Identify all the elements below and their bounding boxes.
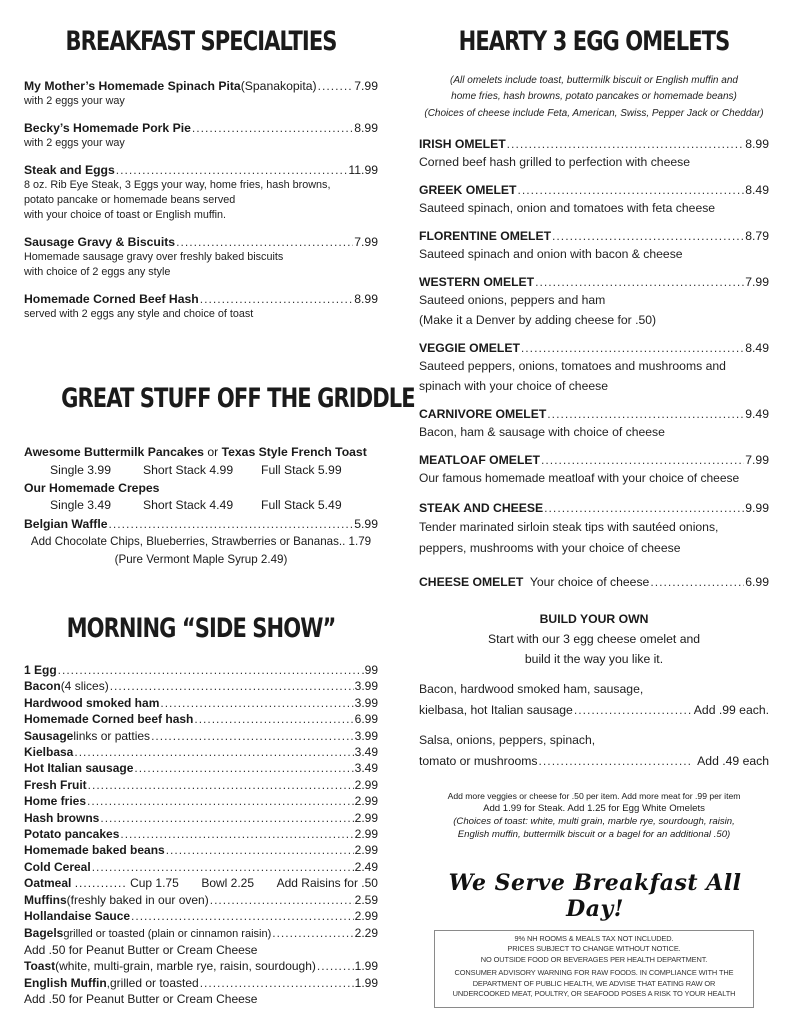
leader-dots — [160, 695, 353, 711]
list-item — [24, 662, 378, 678]
veg-addons-line: Salsa, onions, peppers, spinach, — [419, 733, 596, 747]
menu-item — [419, 274, 769, 330]
leader-dots — [521, 340, 744, 356]
side-show-section — [24, 662, 378, 1008]
leader-dots — [574, 700, 693, 721]
item-price: 3.49 — [354, 761, 378, 776]
list-item — [24, 744, 378, 760]
item-price: 3.99 — [354, 728, 378, 743]
notice-line: CONSUMER ADVISORY WARNING FOR RAW FOODS. IN COMPLIANCE WITH THE — [454, 968, 734, 978]
leader-dots — [541, 452, 744, 468]
muffin-note: Add .50 for Peanut Butter or Cream Cheese — [24, 992, 258, 1007]
build-your-own-section — [419, 610, 769, 772]
item-name: Hot Italian sausage — [24, 761, 134, 776]
griddle-section — [24, 444, 378, 569]
item-price: 3.49 — [354, 745, 378, 760]
leader-dots — [544, 500, 744, 516]
leader-dots — [87, 793, 354, 809]
item-price: 2.99 — [354, 810, 378, 825]
item-name: FLORENTINE OMELET — [419, 229, 552, 243]
item-price: 7.99 — [354, 79, 378, 93]
item-name: Hash browns — [24, 810, 100, 825]
leader-dots — [272, 925, 353, 941]
veg-addons-text: tomato or mushrooms — [419, 754, 538, 768]
item-price: 8.99 — [354, 121, 378, 135]
item-extra: (white, multi-grain, marble rye, raisin, sourdough) — [55, 959, 316, 974]
item-name: Awesome Buttermilk Pancakes — [24, 445, 204, 459]
item-description: Sauteed spinach, onion and tomatoes with feta cheese — [419, 201, 716, 215]
item-name: English Muffin — [24, 975, 107, 990]
item-description: spinach with your choice of cheese — [419, 379, 609, 393]
item-extra: (Spanakopita) — [240, 79, 317, 93]
item-extra: links or patties — [73, 728, 151, 743]
notice-line: 9% NH ROOMS & MEALS TAX NOT INCLUDED. — [514, 934, 674, 943]
meat-addons-price-line — [419, 700, 769, 721]
size-price: Full Stack 5.99 — [261, 462, 342, 477]
toast-choices-note: English muffin, buttermilk biscuit or a bagel for an additional .50) — [457, 829, 731, 840]
item-description: Our famous homemade meatloaf with your choice of cheese — [419, 471, 740, 485]
list-item — [24, 760, 378, 776]
leader-dots — [166, 842, 354, 858]
heading-griddle: GREAT STUFF OFF THE GRIDDLE — [61, 383, 415, 414]
item-extra: grilled or toasted (plain or cinnamon raisin) — [63, 927, 272, 940]
list-item — [24, 842, 378, 858]
item-price: 5.99 — [354, 517, 378, 532]
cheese-choices-note: (Choices of cheese include Feta, American, Swiss, Pepper Jack or Cheddar) — [424, 108, 764, 119]
menu-item — [419, 340, 769, 396]
list-item — [24, 958, 378, 974]
item-price: 2.99 — [354, 843, 378, 858]
item-name: Sausage — [24, 728, 74, 743]
veg-addons-price: Add .49 each — [694, 754, 769, 768]
leader-dots — [192, 120, 353, 136]
list-item — [24, 892, 378, 908]
list-item — [24, 678, 378, 694]
waffle-line — [24, 515, 378, 533]
item-name: WESTERN OMELET — [419, 275, 535, 289]
heading-omelets: HEARTY 3 EGG OMELETS — [458, 26, 730, 57]
item-price: 1.99 — [354, 959, 378, 974]
leader-dots — [100, 810, 353, 826]
item-price: 9.49 — [745, 407, 769, 421]
bowl-price: Bowl 2.25 — [201, 876, 255, 891]
item-description: potato pancake or homemade beans served — [24, 194, 236, 206]
addons-line: Add Chocolate Chips, Blueberries, Strawberries or Bananas.. 1.79 — [30, 535, 372, 549]
leader-dots — [88, 777, 354, 793]
pancake-sizes — [24, 462, 378, 480]
item-extra: ,grilled or toasted — [106, 975, 199, 990]
item-name: Homemade baked beans — [24, 843, 165, 858]
extras-notes — [419, 790, 769, 841]
toast-choices-note: (Choices of toast: white, multi grain, marble rye, sourdough, raisin, — [453, 816, 735, 827]
size-price: Short Stack 4.49 — [143, 498, 234, 513]
item-description: with 2 eggs your way — [24, 95, 125, 107]
crepe-sizes — [24, 497, 378, 515]
item-price: 8.49 — [745, 341, 769, 355]
menu-item — [419, 182, 769, 218]
item-name: Homemade Corned Beef Hash — [24, 292, 199, 306]
list-item — [24, 793, 378, 809]
item-name: VEGGIE OMELET — [419, 341, 520, 355]
veg-addons-price-line — [419, 751, 769, 772]
item-name: Hollandaise Sauce — [24, 909, 131, 924]
item-name: Belgian Waffle — [24, 517, 108, 532]
menu-item — [419, 574, 769, 590]
item-description: Corned beef hash grilled to perfection with cheese — [419, 155, 690, 169]
leader-dots — [535, 274, 744, 290]
notice-box — [434, 930, 754, 1008]
item-name: Hardwood smoked ham — [24, 695, 160, 710]
item-price: .99 — [361, 663, 378, 677]
item-name: Sausage Gravy & Biscuits — [24, 235, 176, 249]
item-price: 2.99 — [354, 777, 378, 792]
pancakes-line — [24, 444, 378, 462]
item-name: STEAK AND CHEESE — [419, 501, 544, 515]
size-price: Single 3.49 — [50, 498, 111, 513]
bagel-note: Add .50 for Peanut Butter or Cream Cheese — [24, 942, 258, 957]
build-your-own-line: Start with our 3 egg cheese omelet and — [487, 632, 701, 646]
menu-item — [24, 291, 378, 322]
item-price: 2.99 — [354, 827, 378, 842]
size-price: Single 3.99 — [50, 462, 111, 477]
item-name: Potato pancakes — [24, 827, 120, 842]
item-price: 3.99 — [354, 695, 378, 710]
item-price: 2.49 — [354, 859, 378, 874]
item-extra: Your choice of cheese — [523, 575, 650, 589]
item-description: Sauteed onions, peppers and ham — [419, 293, 606, 307]
heading-breakfast-specialties: BREAKFAST SPECIALTIES — [65, 26, 337, 57]
leader-dots — [120, 826, 353, 842]
item-name: GREEK OMELET — [419, 183, 517, 197]
cup-price: Cup 1.75 — [130, 876, 179, 891]
list-item — [24, 859, 378, 875]
omelet-notes — [419, 73, 769, 123]
meat-addons-line: Bacon, hardwood smoked ham, sausage, — [419, 682, 644, 696]
build-your-own-line: build it the way you like it. — [524, 652, 664, 666]
meat-addons-text: kielbasa, hot Italian sausage — [419, 703, 573, 717]
item-name: Oatmeal — [24, 876, 72, 891]
or-text: or — [203, 445, 222, 459]
item-name: Homemade Corned beef hash — [24, 712, 194, 727]
notice-line: NO OUTSIDE FOOD OR BEVERAGES PER HEALTH DEPARTMENT. — [480, 954, 708, 964]
menu-item — [419, 452, 769, 488]
leader-dots — [109, 515, 354, 533]
leader-dots — [74, 744, 353, 760]
item-price: 8.99 — [745, 137, 769, 151]
item-description: (Make it a Denver by adding cheese for .50) — [419, 313, 657, 327]
item-name: CARNIVORE OMELET — [419, 407, 547, 421]
item-name: IRISH OMELET — [419, 137, 506, 151]
item-name: Kielbasa — [24, 745, 74, 760]
breakfast-specialties-section — [24, 78, 378, 322]
item-price: 11.99 — [348, 163, 378, 177]
item-price: 2.99 — [354, 909, 378, 924]
item-price: 7.99 — [354, 235, 378, 249]
item-description: with 2 eggs your way — [24, 137, 125, 149]
omelet-note: home fries, hash browns, potato pancakes or homemade beans) — [451, 91, 737, 102]
item-description: peppers, mushrooms with your choice of cheese — [419, 541, 681, 555]
leader-dots — [92, 859, 354, 875]
build-your-own-title: BUILD YOUR OWN — [539, 612, 649, 626]
item-name: Becky’s Homemade Pork Pie — [24, 121, 191, 135]
leader-dots — [200, 975, 354, 991]
tagline: We Serve Breakfast All Day! — [448, 870, 742, 922]
menu-item — [419, 500, 769, 558]
item-name: MEATLOAF OMELET — [419, 453, 540, 467]
omelet-note: (All omelets include toast, buttermilk biscuit or English muffin and — [450, 75, 738, 86]
size-price: Short Stack 4.99 — [143, 462, 234, 477]
extras-note: Add 1.99 for Steak. Add 1.25 for Egg White Omelets — [483, 803, 705, 814]
item-description: served with 2 eggs any style and choice of toast — [24, 308, 254, 320]
menu-item — [24, 234, 378, 280]
leader-dots — [110, 678, 354, 694]
omelets-section — [419, 136, 769, 590]
extras-note: Add more veggies or cheese for .50 per item. Add more meat for .99 per item — [447, 791, 741, 801]
list-item — [24, 826, 378, 842]
item-price: 6.99 — [354, 712, 378, 727]
item-price: 6.99 — [745, 575, 769, 589]
item-name: My Mother’s Homemade Spinach Pita — [24, 79, 241, 93]
menu-item — [419, 228, 769, 264]
item-name: Toast — [24, 959, 56, 974]
item-name: Fresh Fruit — [24, 777, 87, 792]
item-price: 2.59 — [354, 892, 378, 907]
item-name: CHEESE OMELET — [419, 575, 524, 589]
item-description: with choice of 2 eggs any style — [24, 266, 171, 278]
raisins-addon: Add Raisins for .50 — [276, 876, 378, 891]
leader-dots — [176, 234, 353, 250]
item-extra: (4 slices) — [60, 679, 109, 694]
notice-line: UNDERCOOKED MEAT, POULTRY, OR SEAFOOD POSES A RISK TO YOUR HEALTH — [452, 989, 736, 999]
list-item — [24, 975, 378, 991]
item-description: Homemade sausage gravy over freshly baked biscuits — [24, 251, 284, 263]
item-description: Sauteed peppers, onions, tomatoes and mushrooms and — [419, 359, 726, 373]
leader-dots — [552, 228, 744, 244]
item-name: Bacon — [24, 679, 61, 694]
menu-item — [419, 406, 769, 442]
leader-dots — [194, 711, 353, 727]
item-name: Bagels — [24, 925, 64, 940]
leader-dots — [58, 662, 361, 678]
leader-dots — [200, 291, 354, 307]
item-description: Tender marinated sirloin steak tips with sautéed onions, — [419, 520, 719, 534]
leader-dots — [210, 892, 354, 908]
leader-dots — [134, 760, 353, 776]
meat-addons-price: Add .99 each. — [693, 703, 769, 717]
item-name: Muffins — [24, 892, 67, 907]
leader-dots — [318, 78, 354, 94]
item-price: 2.29 — [354, 925, 378, 940]
list-item — [24, 925, 378, 942]
leader-dots — [116, 162, 348, 178]
item-description: with your choice of toast or English muffin. — [24, 209, 227, 221]
item-price: 8.79 — [745, 229, 769, 243]
oatmeal-item — [24, 875, 378, 891]
menu-item — [24, 162, 378, 223]
item-name: Home fries — [24, 794, 87, 809]
leader-dots — [507, 136, 745, 152]
leader-dots — [317, 958, 354, 974]
item-price: 8.49 — [745, 183, 769, 197]
menu-item — [419, 136, 769, 172]
item-price: 9.99 — [745, 501, 769, 515]
item-price: 1.99 — [354, 975, 378, 990]
notice-line: DEPARTMENT OF PUBLIC HEALTH, WE ADVISE THAT EATING RAW OR — [472, 978, 716, 988]
leader-dots — [547, 406, 744, 422]
item-name: 1 Egg — [24, 663, 57, 677]
item-price: 3.99 — [354, 679, 378, 694]
syrup-line: (Pure Vermont Maple Syrup 2.49) — [114, 553, 288, 567]
item-price: 7.99 — [745, 453, 769, 467]
size-price: Full Stack 5.49 — [261, 498, 342, 513]
item-extra: (freshly baked in our oven) — [66, 892, 209, 907]
item-price: 2.99 — [354, 794, 378, 809]
list-item — [24, 810, 378, 826]
list-item — [24, 908, 378, 924]
item-description: Sauteed spinach and onion with bacon & cheese — [419, 247, 683, 261]
list-item — [24, 728, 378, 744]
item-price: 8.99 — [354, 292, 378, 306]
item-name: Texas Style French Toast — [221, 445, 367, 459]
leader-dots — [131, 908, 354, 924]
crepes-line — [24, 480, 378, 498]
item-name: Cold Cereal — [24, 859, 91, 874]
leader-dots — [518, 182, 745, 198]
list-item — [24, 695, 378, 711]
item-price: 7.99 — [745, 275, 769, 289]
leader-dots — [539, 751, 694, 772]
item-description: 8 oz. Rib Eye Steak, 3 Eggs your way, home fries, hash browns, — [24, 179, 331, 191]
menu-item — [24, 78, 378, 109]
item-name: Our Homemade Crepes — [24, 480, 160, 495]
list-item — [24, 777, 378, 793]
leader-dots: ............ — [74, 876, 127, 891]
leader-dots — [650, 574, 744, 590]
notice-line: PRICES SUBJECT TO CHANGE WITHOUT NOTICE. — [507, 944, 681, 954]
item-description: Bacon, ham & sausage with choice of cheese — [419, 425, 665, 439]
list-item — [24, 711, 378, 727]
item-name: Steak and Eggs — [24, 163, 115, 177]
leader-dots — [151, 728, 354, 744]
heading-side-show: MORNING “SIDE SHOW” — [66, 613, 336, 644]
menu-item — [24, 120, 378, 151]
